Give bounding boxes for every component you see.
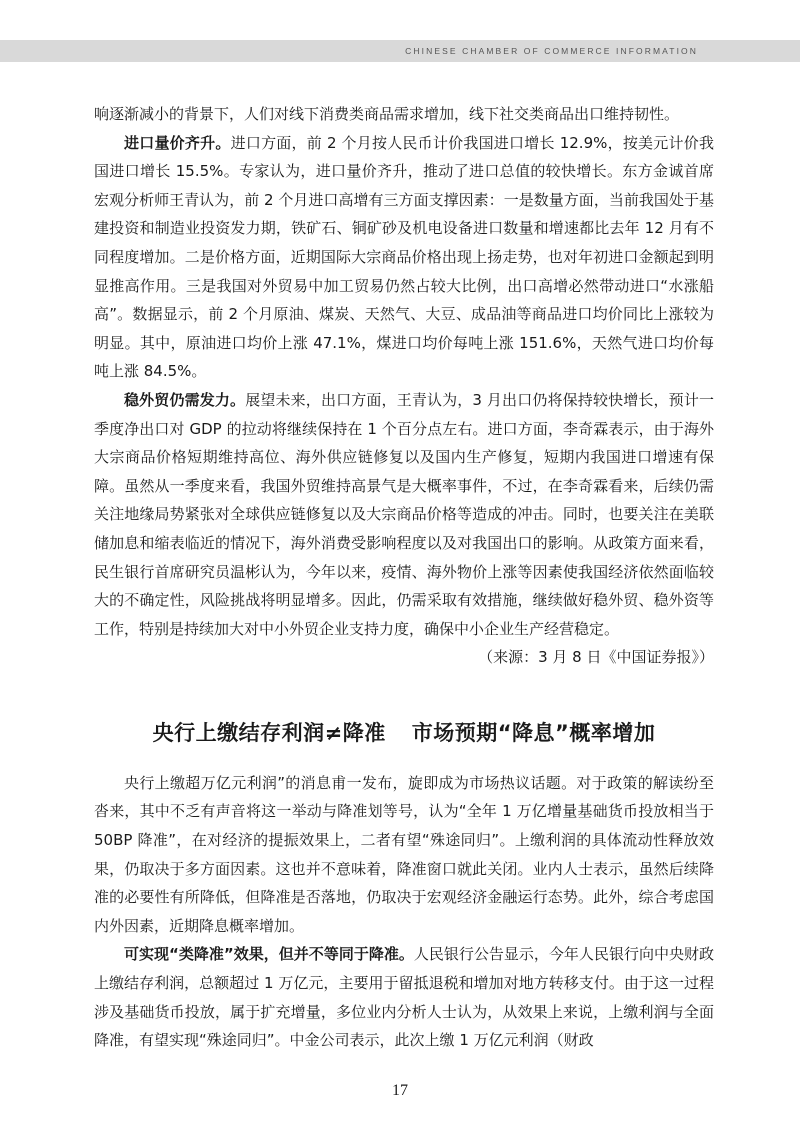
paragraph-lead: 可实现“类降准”效果，但并不等同于降准。: [124, 945, 414, 964]
paragraph-text: 展望未来，出口方面，王青认为，3 月出口仍将保持较快增长，预计一季度净出口对 GDP 的拉动将继续保持在 1 个百分点左右。进口方面，李奇霖表示，由于海外大宗商品价格短期维持高位、海外供应链修复以及国内生产修复，短期内我国进口增速有保障。虽然从一季度来看，我国外贸维持高景气是大概率事件，不过，在李奇霖看来，后续仍需关注地缘局势紧张对全球供应链修复以及大宗商品价格等造成的冲击。同时，也要关注在美联储加息和缩表临近的情况下，海外消费受影响程度以及对我国出口的影响。从政策方面来看，民生银行首席研究员温彬认为，今年以来，疫情、海外物价上涨等因素使我国经济依然面临较大的不确定性，风险挑战将明显增多。因此，仍需采取有效措施，继续做好稳外贸、稳外资等工作，特别是持续加大对中小外贸企业支持力度，确保中小企业生产经营稳定。: [94, 390, 714, 638]
publication-banner: CHINESE CHAMBER OF COMMERCE INFORMATION: [405, 46, 698, 56]
page-body: [94, 100, 714, 1055]
paragraph-import: [94, 129, 714, 386]
paragraph-lead: 稳外贸仍需发力。: [124, 390, 246, 409]
page-number: 17: [392, 1082, 408, 1099]
paragraph-text: 人民银行公告显示，今年人民银行向中央财政上缴结存利润，总额超过 1 万亿元，主要用于留抵退税和增加对地方转移支付。由于这一过程涉及基础货币投放，属于扩充增量，多位业内分析人士认为，从效果上来说，上缴利润与全面降准，有望实现“殊途同归”。中金公司表示，此次上缴 1 万亿元利润（财政: [94, 945, 714, 1050]
source-citation: （来源：3 月 8 日《中国证券报》）: [478, 648, 714, 667]
article-title: [94, 716, 714, 750]
paragraph-continuation: 响逐渐减小的背景下，人们对线下消费类商品需求增加，线下社交类商品出口维持韧性。: [94, 105, 680, 123]
paragraph-stable-trade: [94, 386, 714, 643]
article-title-part1: 央行上缴结存利润≠降准: [152, 720, 386, 745]
article-title-part2: 市场预期“降息”概率增加: [411, 720, 656, 745]
paragraph-intro: 央行上缴超万亿元利润”的消息甫一发布，旋即成为市场热议话题。对于政策的解读纷至沓来，其中不乏有声音将这一举动与降准划等号，认为“全年 1 万亿增量基础货币投放相当于 50BP 降准”，在对经济的提振效果上，二者有望“殊途同归”。上缴利润的具体流动性释放效果，仍取决于多方面因素。这也并不意味着，降准窗口就此关闭。业内人士表示，虽然后续降准的必要性有所降低，但降准是否落地，仍取决于宏观经济金融运行态势。此外，综合考虑国内外因素，近期降息概率增加。: [94, 773, 714, 935]
paragraph-rrr-effect: [94, 940, 714, 1054]
paragraph-lead: 进口量价齐升。: [124, 133, 231, 152]
paragraph-text: 进口方面，前 2 个月按人民币计价我国进口增长 12.9%，按美元计价我国进口增长 15.5%。专家认为，进口量价齐升，推动了进口总值的较快增长。东方金诚首席宏观分析师王青认为，前 2 个月进口高增有三方面支撑因素：一是数量方面，当前我国处于基建投资和制造业投资发力期，铁矿石、铜矿砂及机电设备进口数量和增速都比去年 12 月有不同程度增加。二是价格方面，近期国际大宗商品价格出现上扬走势，也对年初进口金额起到明显推高作用。三是我国对外贸易中加工贸易仍然占较大比例，出口高增必然带动进口“水涨船高”。数据显示，前 2 个月原油、煤炭、天然气、大豆、成品油等商品进口均价同比上涨较为明显。其中，原油进口均价上涨 47.1%，煤进口均价每吨上涨 151.6%，天然气进口均价每吨上涨 84.5%。: [94, 133, 714, 381]
